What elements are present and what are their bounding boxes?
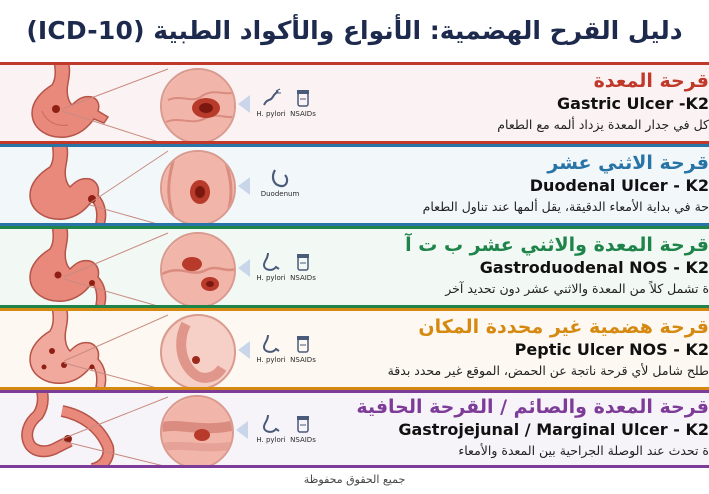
pointer-arrow [238, 177, 250, 195]
pill-bottle-icon [292, 251, 314, 273]
ulcer-text [329, 315, 709, 381]
ulcer-description: ة تحدث عند الوصلة الجراحية بين المعدة والأمعاء [458, 443, 709, 458]
ulcer-text [329, 233, 709, 299]
h-pylori-badge: H. pylori [254, 251, 288, 282]
h-pylori-badge: H. pylori [254, 87, 288, 118]
duodenum-icon [269, 167, 291, 189]
nsaids-badge: NSAIDs [286, 333, 320, 364]
ulcer-title-en: Gastric Ulcer -K2 [557, 94, 709, 113]
pill-bottle-icon [292, 87, 314, 109]
ulcer-description: حة في بداية الأمعاء الدقيقة، يقل ألمها عند تناول الطعام [422, 199, 709, 214]
pointer-arrow [238, 259, 250, 277]
ulcer-description: كل في جدار المعدة يزداد ألمه مع الطعام [497, 117, 709, 132]
pointer-arrow [238, 95, 250, 113]
copyright-footer: جميع الحقوق محفوظة [303, 473, 406, 486]
ulcer-description: ة تشمل كلاً من المعدة والاثني عشر دون تحديد آخر [445, 281, 709, 296]
pointer-arrow [236, 421, 248, 439]
nsaids-badge: NSAIDs [286, 251, 320, 282]
nsaids-badge: NSAIDs [286, 87, 320, 118]
h-pylori-badge: H. pylori [254, 333, 288, 364]
stomach-small-icon [260, 251, 282, 273]
ulcer-zoom-image [160, 68, 236, 144]
ulcer-title-ar: قرحة المعدة والاثني عشر ب ت آ [405, 234, 709, 256]
ulcer-description: طلح شامل لأي قرحة ناتجة عن الحمض، الموقع غير محدد بدقة [387, 363, 709, 378]
page-title: دليل القرح الهضمية: الأنواع والأكواد الطبية (ICD-10) [26, 15, 683, 45]
ulcer-zoom-image [160, 232, 236, 308]
stomach-small-icon [260, 333, 282, 355]
ulcer-zoom-image [160, 314, 236, 390]
ulcer-title-en: Peptic Ulcer NOS - K2 [514, 340, 709, 359]
stomach-small-icon [260, 413, 282, 435]
ulcer-zoom-image [160, 395, 234, 468]
ulcer-title-en: Gastrojejunal / Marginal Ulcer - K2 [398, 420, 709, 439]
h-pylori-badge: H. pylori [254, 413, 288, 444]
ulcer-text [329, 395, 709, 461]
header [0, 0, 709, 60]
ulcer-title-en: Gastroduodenal NOS - K2 [479, 258, 709, 277]
ulcer-title-ar: قرحة المعدة والصائم / القرحة الحافية [356, 396, 709, 418]
ulcer-text [329, 69, 709, 135]
ulcer-row-duodenal [0, 144, 709, 226]
pill-bottle-icon [292, 333, 314, 355]
ulcer-row-gastroduodenal [0, 226, 709, 308]
pill-bottle-icon [292, 413, 314, 435]
ulcer-zoom-image [160, 150, 236, 226]
ulcer-row-gastric [0, 62, 709, 144]
ulcer-row-peptic-nos [0, 308, 709, 390]
helicobacter-icon [260, 87, 282, 109]
ulcer-title-ar: قرحة الاثني عشر [547, 152, 709, 174]
ulcer-row-gastrojejunal [0, 390, 709, 468]
duodenum-badge: Duodenum [260, 167, 300, 198]
ulcer-title-en: Duodenal Ulcer - K2 [529, 176, 709, 195]
nsaids-badge: NSAIDs [286, 413, 320, 444]
ulcer-title-ar: قرحة المعدة [593, 70, 709, 92]
pointer-arrow [238, 341, 250, 359]
ulcer-title-ar: قرحة هضمية غير محددة المكان [418, 316, 709, 338]
ulcer-text [329, 151, 709, 217]
